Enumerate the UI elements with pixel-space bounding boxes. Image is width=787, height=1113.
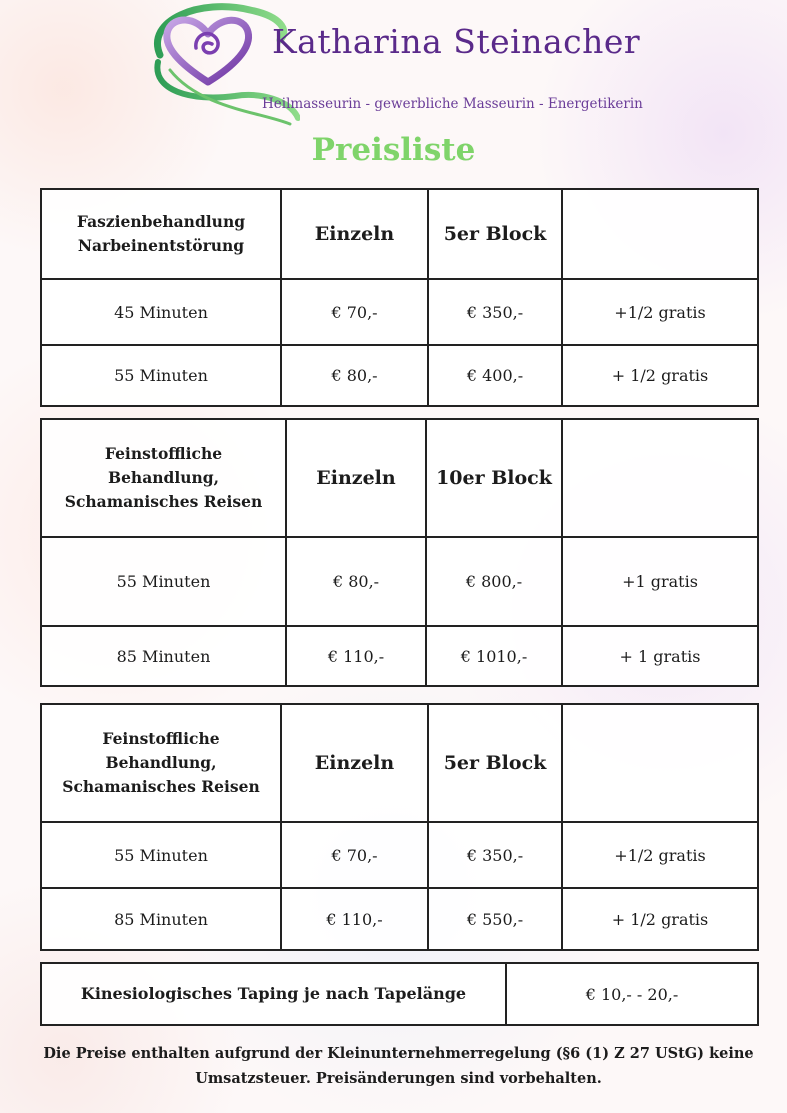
treatment-title-line: Faszienbehandlung <box>76 211 246 231</box>
bonus-cell: + 1/2 gratis <box>562 888 758 950</box>
treatment-title-cell <box>41 419 286 537</box>
col-header-empty <box>562 704 758 822</box>
treatment-title-line: Behandlung, <box>107 467 220 487</box>
col-header-single: Einzeln <box>286 419 426 537</box>
duration-cell: 55 Minuten <box>41 822 281 888</box>
taping-price-cell: € 10,- - 20,- <box>506 963 758 1025</box>
duration-cell: 85 Minuten <box>41 626 286 686</box>
treatment-title-line: Narbeinentstörung <box>77 236 245 255</box>
treatment-title-line: Schamanisches Reisen <box>62 777 260 796</box>
treatment-title-line: Schamanisches Reisen <box>64 492 263 511</box>
single-price-cell: € 80,- <box>286 537 426 626</box>
block-price-cell: € 550,- <box>428 888 562 950</box>
duration-cell: 55 Minuten <box>41 345 281 406</box>
treatment-title-line: Behandlung, <box>105 752 217 772</box>
table-row <box>41 888 758 950</box>
table-row <box>41 626 758 686</box>
footnote-line: Umsatzsteuer. Preisänderungen sind vorbehalten. <box>195 1070 602 1088</box>
page-title: Preisliste <box>311 132 476 168</box>
col-header-single: Einzeln <box>281 704 428 822</box>
treatment-title-cell <box>41 189 281 279</box>
treatment-title-line: Feinstoffliche <box>102 728 220 748</box>
treatment-title-cell <box>41 704 281 822</box>
block-price-cell: € 350,- <box>428 279 562 345</box>
single-price-cell: € 70,- <box>281 279 428 345</box>
single-price-cell: € 80,- <box>281 345 428 406</box>
block-price-cell: € 400,- <box>428 345 562 406</box>
price-table-faszien <box>40 188 759 407</box>
price-footnote <box>40 1041 757 1092</box>
table-header-row <box>41 189 758 279</box>
price-table-feinstofflich-5er <box>40 703 759 951</box>
bonus-cell: +1/2 gratis <box>562 822 758 888</box>
header <box>0 0 787 140</box>
treatment-title-line: Feinstoffliche <box>104 443 223 463</box>
duration-cell: 55 Minuten <box>41 537 286 626</box>
duration-cell: 45 Minuten <box>41 279 281 345</box>
col-header-block: 5er Block <box>428 189 562 279</box>
table-row <box>41 822 758 888</box>
footnote-line: Die Preise enthalten aufgrund der Kleinunternehmerregelung (§6 (1) Z 27 UStG) keine <box>43 1045 754 1062</box>
bonus-cell: +1/2 gratis <box>562 279 758 345</box>
table-row <box>41 279 758 345</box>
col-header-block: 5er Block <box>428 704 562 822</box>
brand-tagline: Heilmasseurin - gewerbliche Masseurin - Energetikerin <box>262 96 643 112</box>
col-header-block: 10er Block <box>426 419 562 537</box>
table-header-row <box>41 704 758 822</box>
bonus-cell: + 1/2 gratis <box>562 345 758 406</box>
price-table-feinstofflich-10er <box>40 418 759 687</box>
col-header-single: Einzeln <box>281 189 428 279</box>
single-price-cell: € 70,- <box>281 822 428 888</box>
table-row <box>41 963 758 1025</box>
block-price-cell: € 350,- <box>428 822 562 888</box>
bonus-cell: +1 gratis <box>562 537 758 626</box>
col-header-empty <box>562 189 758 279</box>
table-header-row <box>41 419 758 537</box>
price-table-taping <box>40 962 759 1026</box>
single-price-cell: € 110,- <box>286 626 426 686</box>
col-header-empty <box>562 419 758 537</box>
block-price-cell: € 800,- <box>426 537 562 626</box>
table-row <box>41 537 758 626</box>
bonus-cell: + 1 gratis <box>562 626 758 686</box>
brand-name: Katharina Steinacher <box>272 22 641 61</box>
taping-label-cell: Kinesiologisches Taping je nach Tapelänge <box>41 963 506 1025</box>
table-row <box>41 345 758 406</box>
duration-cell: 85 Minuten <box>41 888 281 950</box>
block-price-cell: € 1010,- <box>426 626 562 686</box>
single-price-cell: € 110,- <box>281 888 428 950</box>
